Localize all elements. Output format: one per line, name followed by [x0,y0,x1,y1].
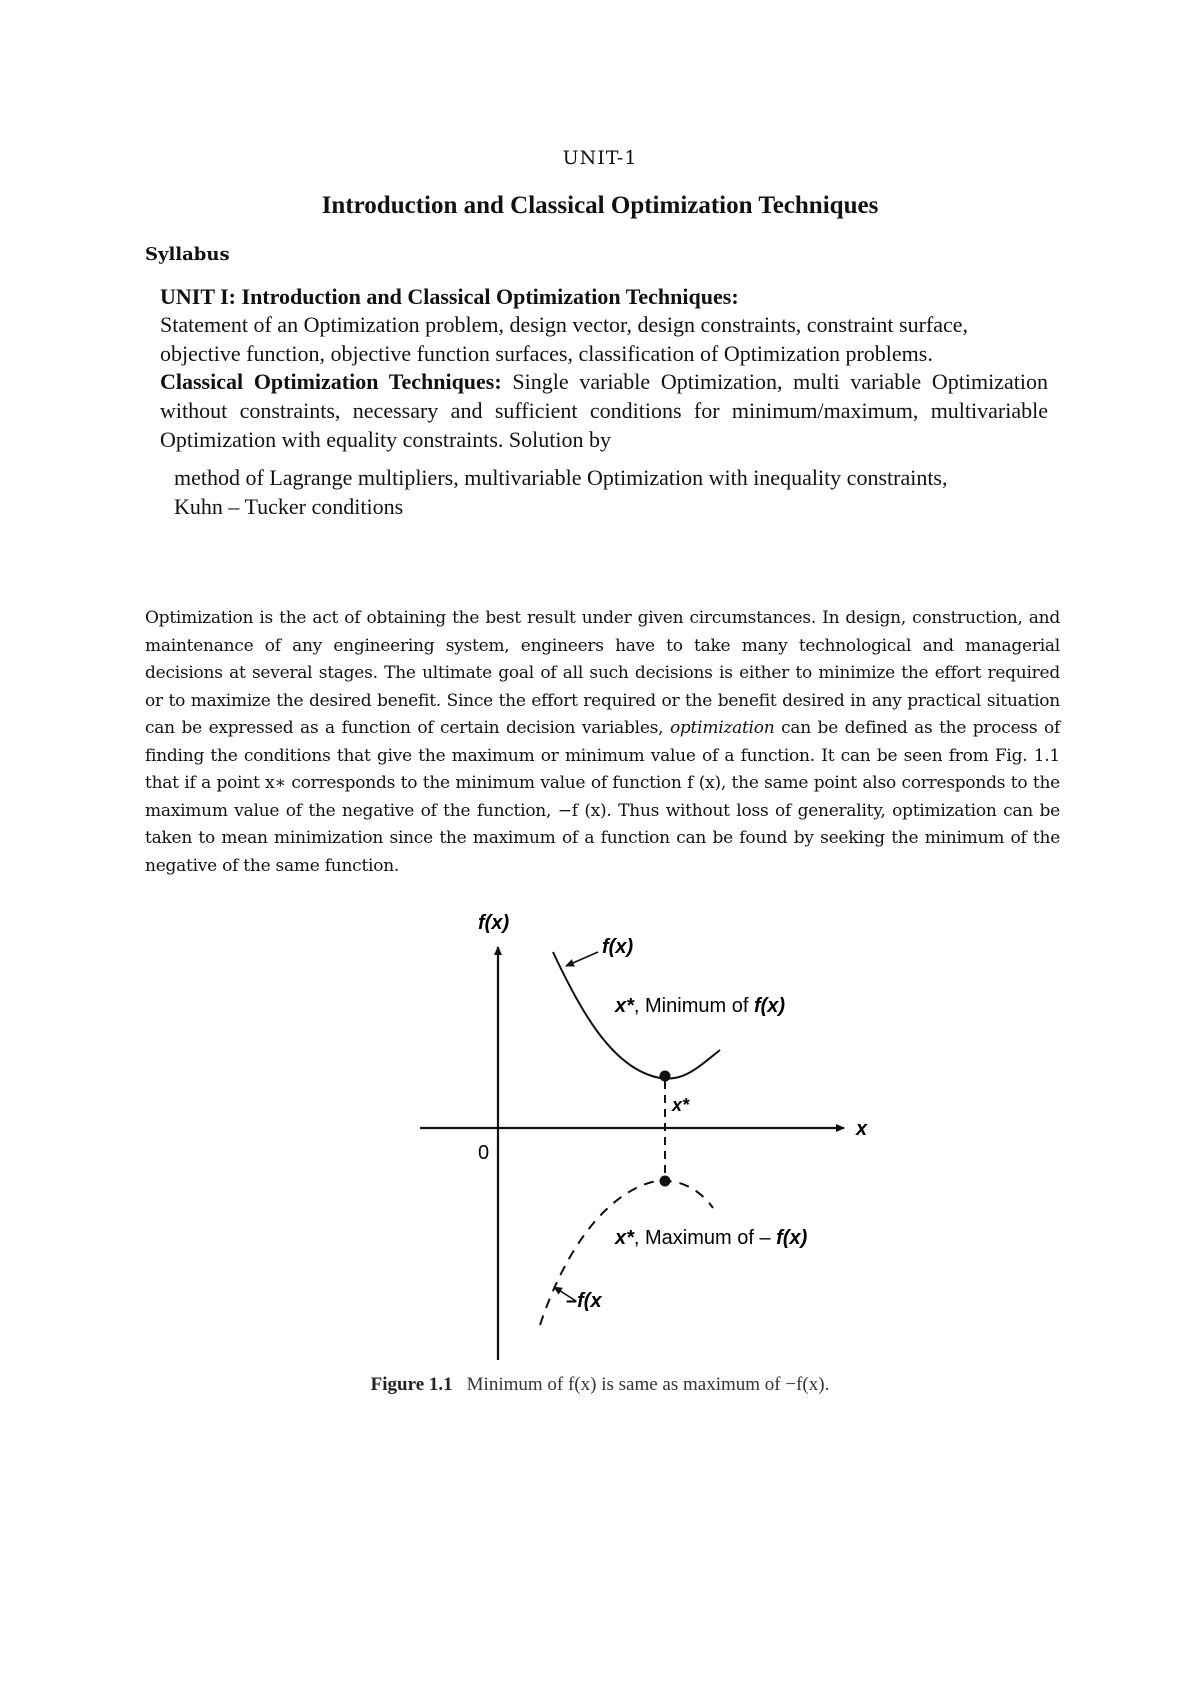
intro-part-2: can be defined as the process of finding the conditions that give the maximum or minimum value of a function. It can be seen from Fig. 1.1 that if a point x∗ corresponds to the minimum value of function f (x), the same point also corresponds to the maximum value of the negative of the function, −f (x). Thus without loss of generality, optimization can be taken to mean minimization since the maximum of a function can be found by seeking the minimum of the negative of the same function. [145,718,1060,876]
minimum-point [660,1071,671,1082]
y-axis-label: f(x) [478,912,510,934]
min-text: , Minimum of [633,995,754,1017]
figure-number: Figure 1.1 [370,1374,453,1395]
optimization-term: optimization [669,718,775,738]
syllabus-line-3: method of Lagrange multipliers, multivariable Optimization with inequality constraints, [174,465,948,490]
xstar-label: x* [672,1095,690,1115]
syllabus-continued [174,463,1074,521]
syllabus-line-2: objective function, objective function surfaces, classification of Optimization problems. [160,341,933,366]
origin-label: 0 [478,1142,490,1164]
syllabus-line-1: Statement of an Optimization problem, design vector, design constraints, constraint surface, [160,312,969,337]
fx-curve-label: f(x) [602,936,634,958]
min-xstar: x* [615,995,634,1017]
minimum-label [614,995,785,1017]
classical-text: Single variable Optimization, multi variable Optimization without constraints, necessary and sufficient conditions for minimum/maximum, multivariable Optimization with equality constraints. Solution by [160,369,1048,452]
max-fx: f(x) [776,1227,808,1249]
min-fx: f(x) [753,995,786,1017]
max-xstar: x* [615,1227,634,1249]
max-text: , Maximum of – [633,1227,777,1249]
intro-part-1: Optimization is the act of obtaining the best result under given circumstances. In design, construction, and maintenance of any engineering system, engineers have to take many technological and managerial decisions at several stages. The ultimate goal of all such decisions is either to minimize the effort required or to maximize the desired benefit. Since the effort required or the benefit desired in any practical situation can be expressed as a function of certain decision variables, [145,608,1060,738]
syllabus-line-4: Kuhn – Tucker conditions [174,494,404,519]
maximum-label [614,1227,808,1249]
syllabus-heading: UNIT I: Introduction and Classical Optimization Techniques: [160,284,739,309]
syllabus-label: Syllabus [145,244,230,265]
fx-pointer-arrow [566,952,598,966]
unit-label: UNIT-1 [562,147,638,169]
figure-1-1 [390,895,950,1365]
classical-label: Classical Optimization Techniques: [160,369,502,394]
page-title: Introduction and Classical Optimization Techniques [321,192,879,219]
neg-fx-curve-label: –f(x [566,1290,602,1312]
syllabus-topics [160,310,1040,368]
x-axis-label: x [856,1118,868,1140]
caption-text: Minimum of f(x) is same as maximum of −f(x). [466,1374,830,1395]
figure-caption [0,1374,1200,1396]
intro-paragraph [145,605,1060,880]
syllabus-classical [160,367,1048,454]
